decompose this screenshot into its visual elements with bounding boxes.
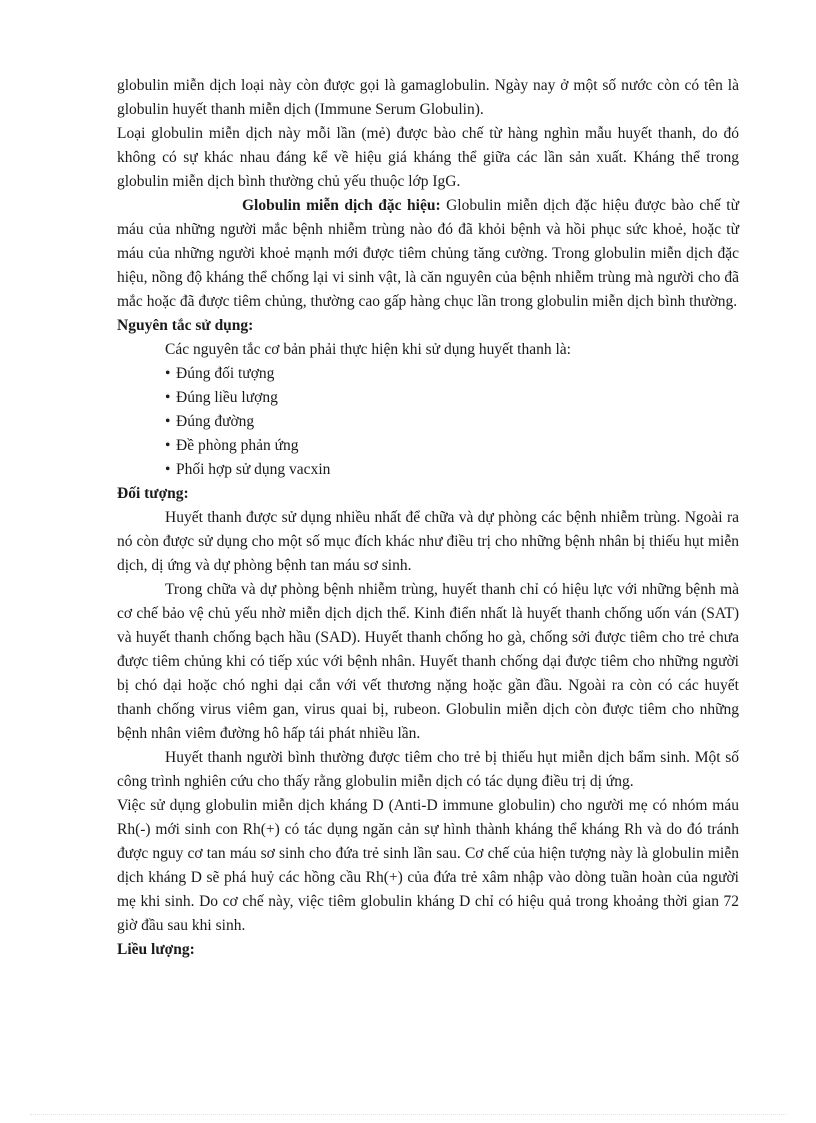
bullet-icon: •: [165, 389, 171, 406]
bullet-icon: •: [165, 437, 171, 454]
page-bottom-divider: [30, 1114, 786, 1115]
list-item: • Phối hợp sử dụng vacxin: [165, 458, 739, 482]
list-item: • Đúng liều lượng: [165, 386, 739, 410]
paragraph-specific-globulin: [117, 194, 739, 314]
document-page: [117, 74, 739, 962]
bullet-icon: •: [165, 413, 171, 430]
heading-dosage: Liều lượng:: [117, 941, 195, 958]
heading-principles: Nguyên tắc sử dụng:: [117, 317, 254, 334]
paragraph-anti-d: Việc sử dụng globulin miễn dịch kháng D (Anti-D immune globulin) cho người mẹ có nhóm máu Rh(-) mới sinh con Rh(+) có tác dụng ngăn cản sự hình thành kháng thể kháng Rh và do đó tránh được nguy cơ tan máu sơ sinh cho đứa trẻ sinh lần sau. Cơ chế của hiện tượng này là globulin miễn dịch kháng D sẽ phá huỷ các hồng cầu Rh(+) của đứa trẻ xâm nhập vào dòng tuần hoàn của người mẹ khi sinh. Do cơ chế này, việc tiêm globulin kháng D chỉ có hiệu quả trong khoảng thời gian 72 giờ đầu sau khi sinh.: [117, 797, 739, 934]
heading-subjects: Đối tượng:: [117, 485, 189, 502]
principles-list: [117, 362, 739, 482]
bullet-icon: •: [165, 461, 171, 478]
list-item: • Đúng đối tượng: [165, 362, 739, 386]
principles-intro: Các nguyên tắc cơ bản phải thực hiện khi sử dụng huyết thanh là:: [165, 341, 571, 358]
paragraph-gamaglobulin: globulin miễn dịch loại này còn được gọi là gamaglobulin. Ngày nay ở một số nước còn có tên là globulin huyết thanh miễn dịch (Immune Serum Globulin).: [117, 77, 739, 118]
list-item: • Đúng đường: [165, 410, 739, 434]
paragraph-normal-globulin: Loại globulin miễn dịch này mỗi lần (mẻ) được bào chế từ hàng nghìn mẫu huyết thanh, do đó không có sự khác nhau đáng kể về hiệu giá kháng thể giữa các lần sản xuất. Kháng thể trong globulin miễn dịch bình thường chủ yếu thuộc lớp IgG.: [117, 125, 739, 190]
paragraph-usage: Huyết thanh được sử dụng nhiều nhất để chữa và dự phòng các bệnh nhiễm trùng. Ngoài ra nó còn được sử dụng cho một số mục đích khác như điều trị cho những bệnh nhân bị thiếu hụt miễn dịch, dị ứng và dự phòng bệnh tan máu sơ sinh.: [117, 509, 739, 574]
specific-globulin-lead: Globulin miễn dịch đặc hiệu:: [242, 197, 441, 214]
bullet-icon: •: [165, 365, 171, 382]
list-item: • Đề phòng phản ứng: [165, 434, 739, 458]
paragraph-infection: Trong chữa và dự phòng bệnh nhiễm trùng, huyết thanh chỉ có hiệu lực với những bệnh mà cơ chế bảo vệ chủ yếu nhờ miễn dịch dịch thể. Kinh điển nhất là huyết thanh chống uốn ván (SAT) và huyết thanh chống bạch hầu (SAD). Huyết thanh chống ho gà, chống sởi được tiêm cho trẻ chưa được tiêm chủng khi có tiếp xúc với bệnh nhân. Huyết thanh chống dại được tiêm cho những người bị chó dại hoặc chó nghi dại cắn với vết thương nặng hoặc gần đầu. Ngoài ra còn có các huyết thanh chống virus viêm gan, virus quai bị, rubeon. Globulin miễn dịch còn được tiêm cho những bệnh nhân viêm đường hô hấp tái phát nhiều lần.: [117, 581, 739, 742]
specific-globulin-body: Globulin miễn dịch đặc hiệu được bào chế từ máu của những người mắc bệnh nhiễm trùng nào đó đã khỏi bệnh và hồi phục sức khoẻ, hoặc từ máu của những người khoẻ mạnh mới được tiêm chủng tăng cường. Trong globulin miễn dịch đặc hiệu, nồng độ kháng thể chống lại vi sinh vật, là căn nguyên của bệnh nhiễm trùng mà người cho đã mắc hoặc đã được tiêm chủng, thường cao gấp hàng chục lần trong globulin miễn dịch bình thường.: [117, 197, 739, 310]
paragraph-immunodeficiency: Huyết thanh người bình thường được tiêm cho trẻ bị thiếu hụt miễn dịch bẩm sinh. Một số công trình nghiên cứu cho thấy rằng globulin miễn dịch có tác dụng điều trị dị ứng.: [117, 749, 739, 790]
